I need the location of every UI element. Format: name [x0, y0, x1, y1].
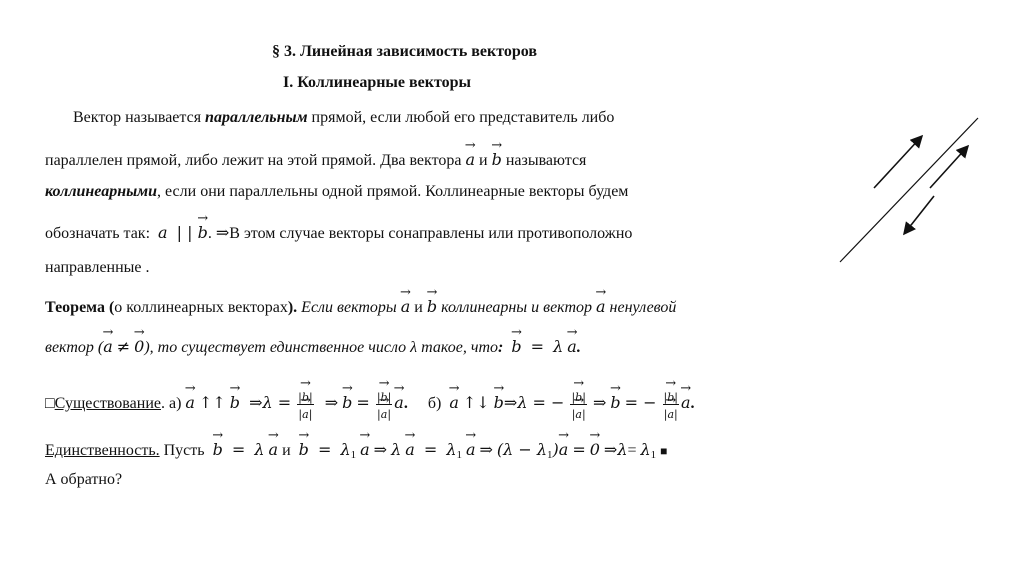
subscript-1: 1	[456, 449, 462, 461]
vector-a: → a	[401, 294, 411, 317]
implies: ⇒	[373, 440, 388, 459]
vector-a: → a	[269, 437, 279, 460]
paren-close: )	[552, 440, 559, 459]
lambda1: λ	[536, 440, 548, 459]
text: прямой, если любой его представитель либо	[307, 109, 615, 126]
term-parallel: параллельным	[205, 109, 308, 126]
definition-line-5: направленные .	[45, 259, 150, 276]
case-a-label: . а)	[160, 395, 182, 413]
paren-open: (	[496, 440, 504, 459]
definition-line-4	[45, 220, 632, 244]
lambda1: λ	[640, 440, 651, 459]
definition-line-2	[45, 147, 586, 171]
equals: =	[627, 442, 641, 459]
vector-b: → b	[667, 388, 674, 404]
equals: =	[525, 337, 550, 356]
text: . ⇒В этом случае векторы сонаправлены или противоположно	[207, 225, 633, 242]
vector-b: → b	[575, 388, 582, 404]
equals: =	[356, 393, 370, 413]
vector-b: → b	[494, 390, 504, 413]
vector-a: → a	[302, 405, 309, 421]
lambda: λ	[391, 440, 402, 459]
period: .	[690, 395, 695, 413]
text: ненулевой	[605, 299, 677, 316]
lambda: λ	[503, 440, 514, 459]
vector-b: → b	[230, 390, 240, 413]
vector-b: → b	[610, 390, 620, 413]
text: ), то существует единственное число λ такое, что	[144, 339, 498, 356]
subscript-1: 1	[547, 449, 553, 461]
fraction-b-over-a: $\frac{|\to b|}{|\to a|}$	[663, 388, 679, 421]
vector-arrow-up-1	[874, 136, 922, 188]
equals: =	[312, 440, 337, 459]
vector-a: → a	[405, 437, 415, 460]
vector-b: → b	[492, 147, 502, 170]
parallel-sign: | |	[171, 223, 198, 242]
period: .	[403, 395, 408, 413]
implies: ⇒	[592, 393, 607, 413]
term-collinear: коллинеарными	[45, 183, 158, 200]
zero-vector: → 0	[590, 437, 600, 460]
proof-uniqueness	[45, 437, 667, 465]
lambda: λ	[553, 337, 564, 356]
text: Если векторы	[297, 299, 401, 316]
fraction-b-over-a: $\frac{|\to b|}{|\to a|}$	[570, 388, 586, 421]
implies: ⇒	[319, 393, 339, 413]
existence-label: Существование	[54, 395, 161, 413]
uniqueness-label: Единственность.	[45, 442, 160, 459]
var-a: a	[158, 223, 168, 242]
minus: −	[513, 440, 537, 459]
equals: =	[418, 440, 443, 459]
collinear-vectors-diagram	[830, 110, 1000, 270]
text: и	[414, 299, 423, 316]
reverse-question: А обратно?	[45, 471, 123, 488]
vector-a: → a	[394, 390, 404, 413]
vector-b: → b	[299, 437, 309, 460]
period: .	[576, 339, 581, 356]
theorem-label: Теорема (	[45, 299, 115, 316]
vector-arrow-down	[904, 196, 934, 234]
implies: ⇒	[503, 393, 518, 413]
section-subtitle: I. Коллинеарные векторы	[283, 74, 472, 91]
text: называются	[505, 152, 587, 169]
text: Пусть	[159, 442, 205, 459]
implies: ⇒	[603, 440, 618, 459]
equals: =	[272, 393, 292, 413]
lambda: λ	[617, 440, 628, 459]
proof-existence	[45, 388, 695, 421]
vector-a: → a	[466, 437, 476, 460]
lambda1: λ	[446, 440, 457, 459]
line	[840, 118, 978, 262]
vector-b: → b	[302, 388, 309, 404]
not-equal-sign: ≠	[116, 337, 131, 356]
lambda1: λ	[340, 440, 351, 459]
vector-a: → a	[103, 334, 113, 357]
implies: ⇒	[479, 440, 493, 459]
theorem-line-1	[45, 294, 676, 318]
vector-b: → b	[427, 294, 437, 317]
lambda: λ	[262, 393, 273, 413]
text: вектор (	[45, 339, 104, 356]
vector-a: → a	[360, 437, 370, 460]
equals: =	[226, 440, 251, 459]
page-title: § 3. Линейная зависимость векторов	[272, 43, 538, 60]
lambda: λ	[254, 440, 265, 459]
case-b-label: б)	[427, 395, 442, 413]
text: :	[498, 339, 504, 356]
definition-line-3	[45, 182, 628, 202]
theorem-line-2	[45, 334, 581, 358]
vector-a: → a	[567, 334, 577, 357]
fraction-b-over-a: $\frac{|\to b|}{|\to a|}$	[376, 388, 392, 421]
vector-arrow-up-2	[930, 146, 968, 188]
vector-b: → b	[213, 437, 223, 460]
vector-a: → a	[596, 294, 606, 317]
vector-a: → a	[185, 390, 195, 413]
opposite-sign: ↑↓	[462, 393, 490, 413]
text: коллинеарны и вектор	[437, 299, 596, 316]
vector-a: → a	[575, 405, 582, 421]
equals: =	[572, 440, 586, 459]
vector-a: → a	[559, 437, 569, 460]
lambda: λ	[517, 393, 528, 413]
fraction-b-over-a: $\frac{|\to b|}{|\to a|}$	[297, 388, 313, 421]
vector-b: → b	[342, 390, 352, 413]
text: ).	[287, 299, 298, 316]
text: Вектор называется	[73, 109, 206, 126]
vector-a: → a	[667, 405, 674, 421]
vector-a: → a	[449, 390, 459, 413]
subscript-1: 1	[350, 449, 357, 461]
qed-mark: ■	[660, 444, 668, 458]
vector-a: → a	[465, 147, 475, 170]
zero-vector: → 0	[134, 334, 144, 357]
codirected-sign: ↑↑	[198, 393, 226, 413]
text: , если они параллельны одной прямой. Коллинеарные векторы будем	[157, 183, 629, 200]
implies: ⇒	[244, 393, 263, 413]
equals-minus: = −	[527, 393, 565, 413]
text: и	[479, 152, 488, 169]
vector-a: → a	[681, 390, 691, 413]
vector-b: → b	[511, 334, 521, 357]
text: параллелен прямой, либо лежит на этой прямой. Два вектора	[45, 152, 466, 169]
vector-b: → b	[381, 388, 388, 404]
equals-minus: = −	[624, 393, 657, 413]
proof-box: □	[45, 395, 55, 413]
subscript-1: 1	[650, 449, 657, 461]
text: обозначать так:	[45, 225, 151, 242]
theorem-name: о коллинеарных векторах	[114, 299, 288, 316]
vector-b: → b	[198, 220, 208, 243]
definition-line-1	[73, 108, 614, 128]
text: и	[282, 442, 291, 459]
vector-a: → a	[381, 405, 388, 421]
